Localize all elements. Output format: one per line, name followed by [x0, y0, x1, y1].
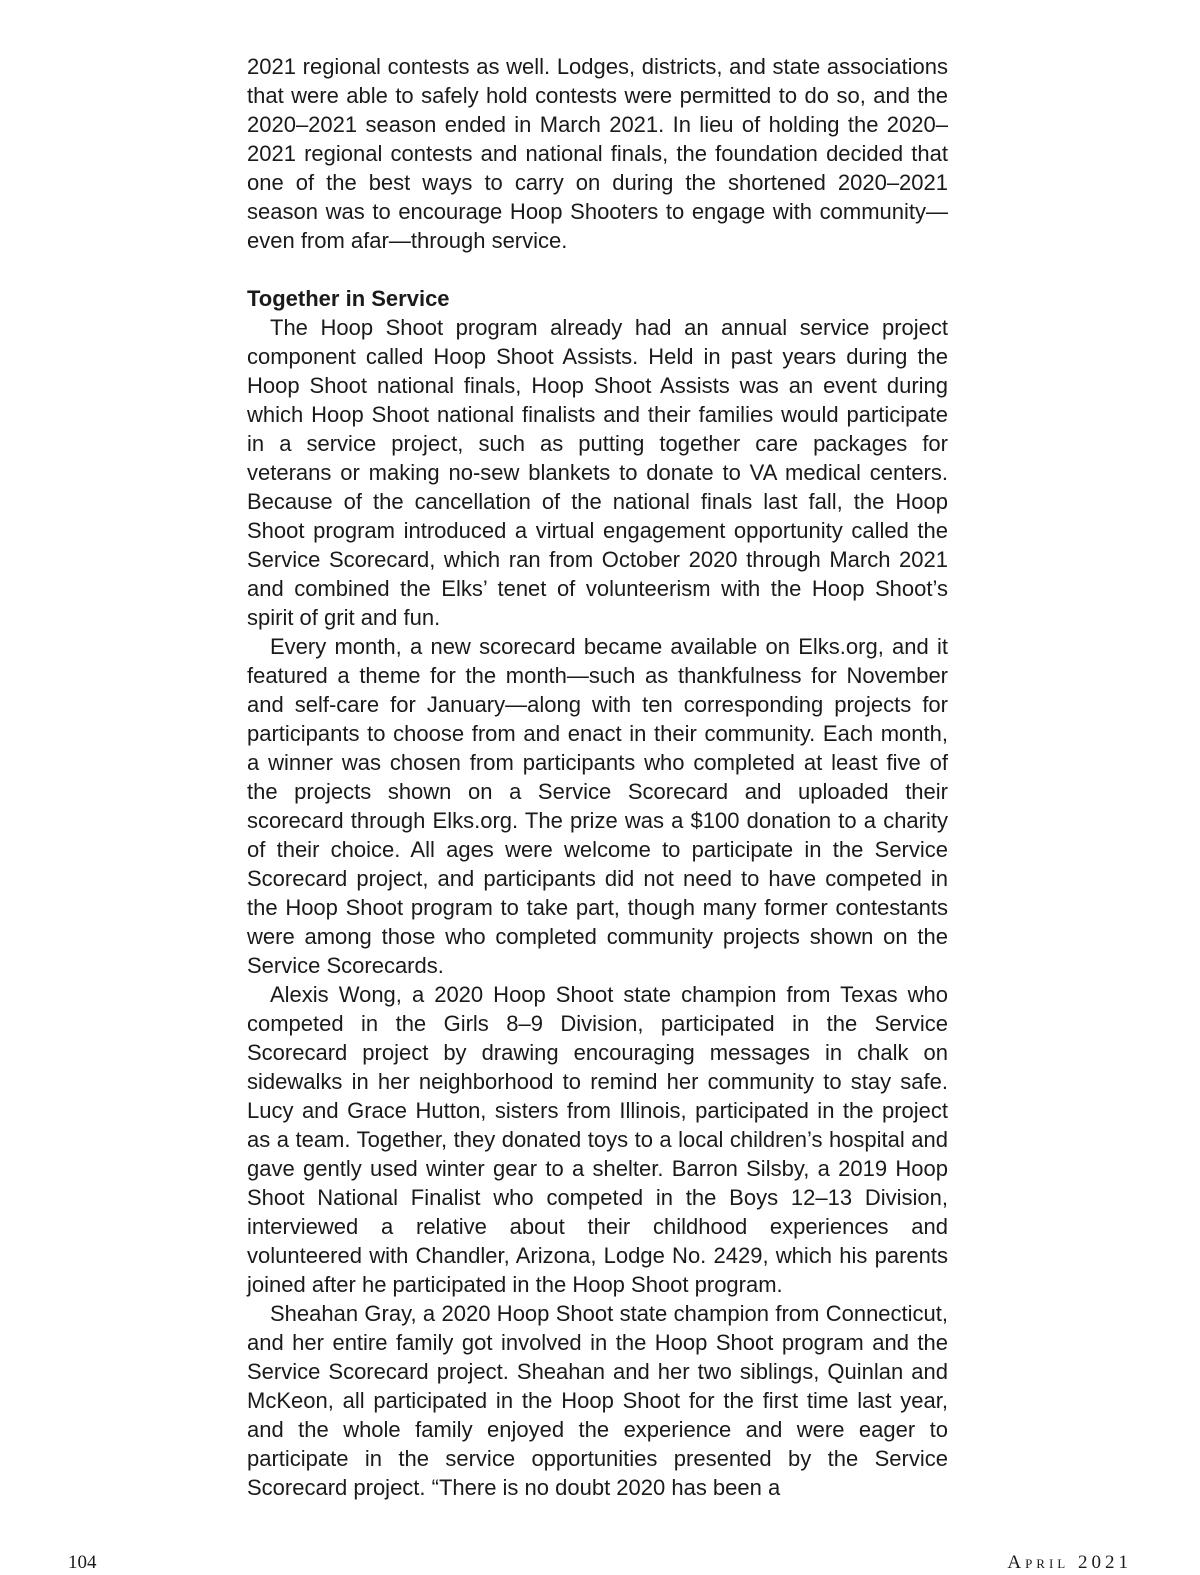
article-body	[247, 52, 948, 1502]
intro-paragraph: 2021 regional contests as well. Lodges, districts, and state associations that were able to safely hold contests were permitted to do so, and the 2020–2021 season ended in March 2021. In lieu of holding the 2020–2021 regional contests and national finals, the foundation decided that one of the best ways to carry on during the shortened 2020–2021 season was to encourage Hoop Shooters to engage with community—even from afar—through service.	[247, 54, 948, 253]
body-paragraph-hoop-shoot-assists: The Hoop Shoot program already had an annual service project component called Hoop Shoot Assists. Held in past years during the Hoop Shoot national finals, Hoop Shoot Assists was an event during which Hoop Shoot national finalists and their families would participate in a service project, such as putting together care packages for veterans or making no-sew blankets to donate to VA medical centers. Because of the cancellation of the national finals last fall, the Hoop Shoot program introduced a virtual engagement opportunity called the Service Scorecard, which ran from October 2020 through March 2021 and combined the Elks’ tenet of volunteerism with the Hoop Shoot’s spirit of grit and fun.	[247, 315, 948, 630]
body-paragraph-monthly-scorecard: Every month, a new scorecard became available on Elks.org, and it featured a theme for the month—such as thankfulness for November and self-care for January—along with ten corresponding projects for participants to choose from and enact in their community. Each month, a winner was chosen from participants who completed at least five of the projects shown on a Service Scorecard and uploaded their scorecard through Elks.org. The prize was a $100 donation to a charity of their choice. All ages were welcome to participate in the Service Scorecard project, and participants did not need to have competed in the Hoop Shoot program to take part, though many former contestants were among those who completed community projects shown on the Service Scorecards.	[247, 634, 948, 978]
section-heading: Together in Service	[247, 286, 450, 311]
body-paragraph-participant-stories: Alexis Wong, a 2020 Hoop Shoot state champion from Texas who competed in the Girls 8–9 Division, participated in the Service Scorecard project by drawing encouraging messages in chalk on sidewalks in her neighborhood to remind her community to stay safe. Lucy and Grace Hutton, sisters from Illinois, participated in the project as a team. Together, they donated toys to a local children’s hospital and gave gently used winter gear to a shelter. Barron Silsby, a 2019 Hoop Shoot National Finalist who competed in the Boys 12–13 Division, interviewed a relative about their childhood experiences and volunteered with Chandler, Arizona, Lodge No. 2429, which his parents joined after he participated in the Hoop Shoot program.	[247, 982, 948, 1297]
body-paragraph-gray-family: Sheahan Gray, a 2020 Hoop Shoot state champion from Connecticut, and her entire family got involved in the Hoop Shoot program and the Service Scorecard project. Sheahan and her two siblings, Quinlan and McKeon, all participated in the Hoop Shoot for the first time last year, and the whole family enjoyed the experience and were eager to participate in the service opportunities presented by the Service Scorecard project. “There is no doubt 2020 has been a	[247, 1301, 948, 1500]
page-number: 104	[68, 1552, 97, 1573]
issue-date: April 2021	[1007, 1552, 1132, 1573]
